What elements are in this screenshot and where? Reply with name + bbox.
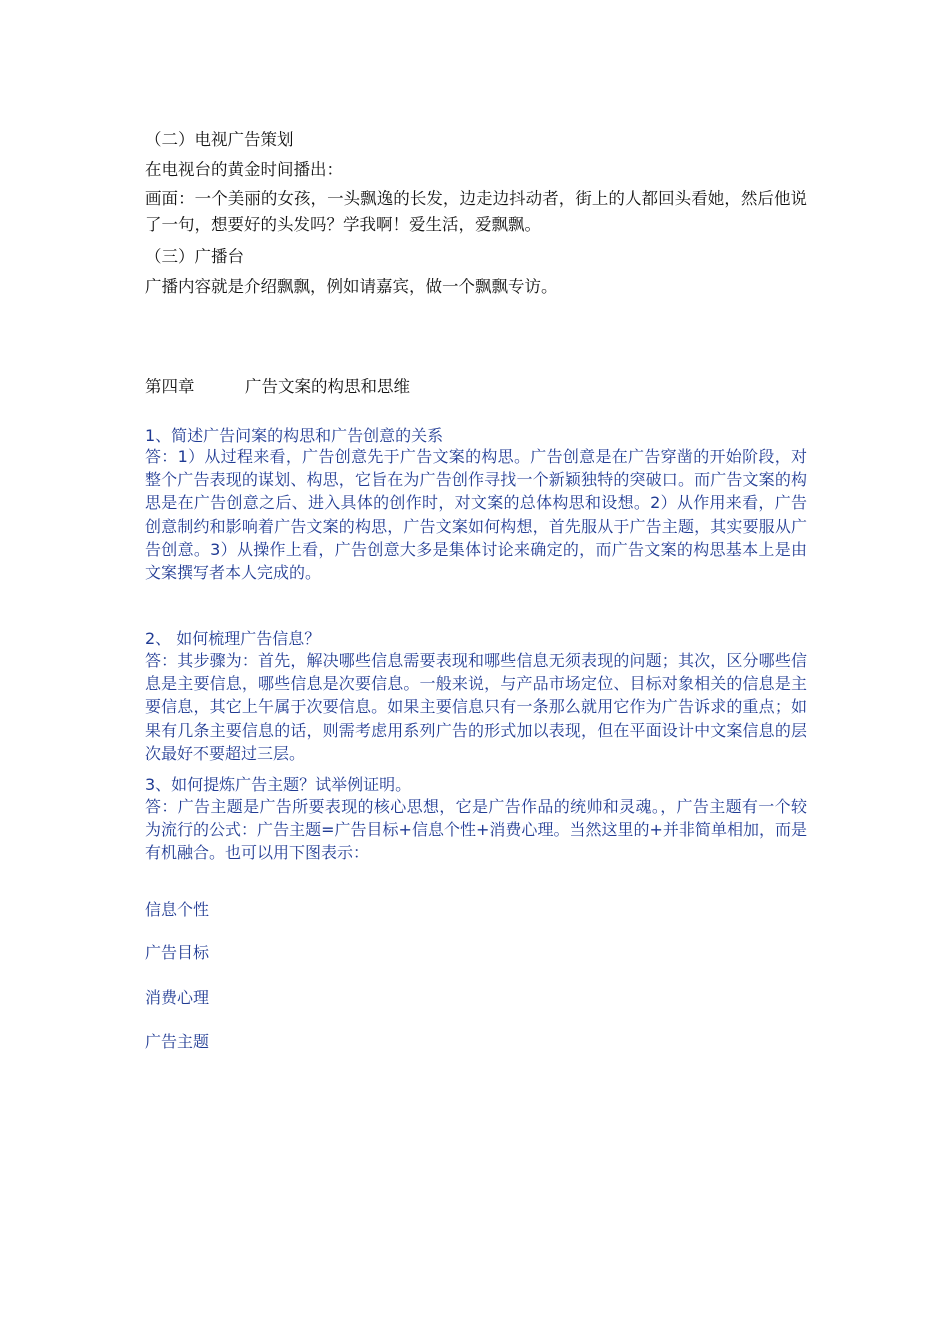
chapter-heading: [145, 373, 410, 397]
question-1: 1、简述广告问案的构思和广告创意的关系: [145, 426, 444, 445]
question-2: 2、 如何梳理广告信息？: [145, 629, 321, 648]
section-heading-tv-ad: （二）电视广告策划: [145, 130, 294, 149]
answer-2: 答：其步骤为：首先，解决哪些信息需要表现和哪些信息无须表现的问题；其次，区分哪些信息是主要信息，哪些信息是次要信息。一般来说，与产品市场定位、目标对象相关的信息是主要信息，其它上午属于次要信息。如果主要信息只有一条那么就用它作为广告诉求的重点；如果有几条主要信息的话，则需考虑用系列广告的形式加以表现，但在平面设计中文案信息的层次最好不要超过三层。: [145, 651, 807, 763]
diagram-label-ad-theme: 广告主题: [145, 1032, 210, 1051]
tv-ad-scene-paragraph: 画面：一个美丽的女孩，一头飘逸的长发，边走边抖动者，街上的人都回头看她，然后他说了一句，想要好的头发吗？学我啊！爱生活，爱飘飘。: [145, 189, 807, 234]
answer-3: 答：广告主题是广告所要表现的核心思想，它是广告作品的统帅和灵魂。，广告主题有一个较为流行的公式：广告主题=广告目标+信息个性+消费心理。当然这里的+并非简单相加，而是有机融合。也可以用下图表示：: [145, 797, 807, 863]
tv-broadcast-note: 在电视台的黄金时间播出：: [145, 160, 343, 179]
diagram-label-consumer-psychology: 消费心理: [145, 988, 210, 1007]
answer-1: 答：1）从过程来看，广告创意先于广告文案的构思。广告创意是在广告穿凿的开始阶段，对整个广告表现的谋划、构思，它旨在为广告创作寻找一个新颖独特的突破口。而广告文案的构思是在广告创意之后、进入具体的创作时，对文案的总体构思和设想。2）从作用来看，广告创意制约和影响着广告文案的构思，广告文案如何构想，首先服从于广告主题，其实要服从广告创意。3）从操作上看，广告创意大多是集体讨论来确定的，而广告文案的构思基本上是由文案撰写者本人完成的。: [145, 447, 807, 583]
diagram-label-ad-goal: 广告目标: [145, 943, 210, 962]
chapter-title: 广告文案的构思和思维: [245, 377, 410, 396]
question-3: 3、如何提炼广告主题？试举例证明。: [145, 775, 412, 794]
radio-content-line: 广播内容就是介绍飘飘，例如请嘉宾，做一个飘飘专访。: [145, 277, 558, 296]
diagram-label-info-personality: 信息个性: [145, 900, 210, 919]
section-heading-radio: （三）广播台: [145, 247, 244, 266]
chapter-number: 第四章: [145, 377, 195, 396]
